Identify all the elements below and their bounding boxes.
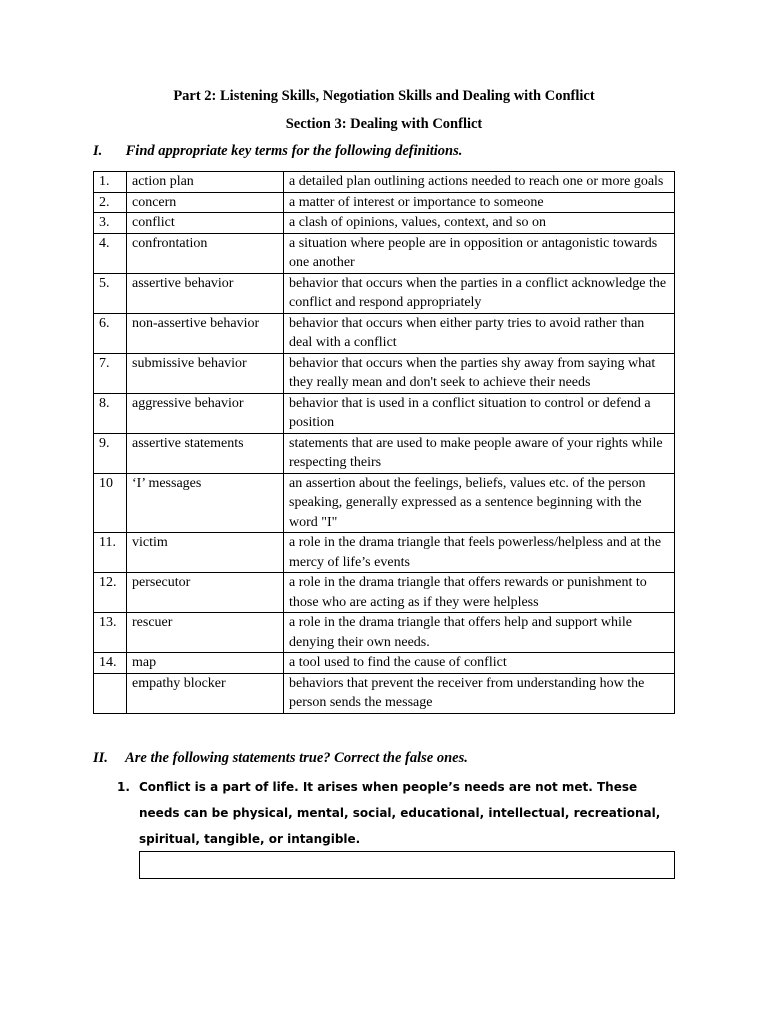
table-row <box>94 393 675 433</box>
table-row <box>94 573 675 613</box>
term-cell: submissive behavior <box>127 353 284 393</box>
definition-cell: a tool used to find the cause of conflict <box>284 653 675 674</box>
statements-list <box>117 774 677 852</box>
table-row <box>94 653 675 674</box>
term-cell: victim <box>127 533 284 573</box>
table-row <box>94 172 675 193</box>
table-row <box>94 613 675 653</box>
section-one-number: I. <box>93 143 103 159</box>
definition-cell: behaviors that prevent the receiver from understanding how the person sends the message <box>284 673 675 713</box>
section-title: Section 3: Dealing with Conflict <box>285 116 483 132</box>
definition-cell: a matter of interest or importance to someone <box>284 192 675 213</box>
term-number: 5. <box>94 273 127 313</box>
term-number: 1. <box>94 172 127 193</box>
definition-cell: a role in the drama triangle that offers rewards or punishment to those who are acting as if they were helpless <box>284 573 675 613</box>
term-number: 14. <box>94 653 127 674</box>
section-two-heading <box>93 750 468 767</box>
term-cell: confrontation <box>127 233 284 273</box>
definition-cell: a detailed plan outlining actions needed to reach one or more goals <box>284 172 675 193</box>
section-two-number: II. <box>93 750 108 766</box>
term-cell: aggressive behavior <box>127 393 284 433</box>
term-number: 2. <box>94 192 127 213</box>
term-cell: non-assertive behavior <box>127 313 284 353</box>
table-row <box>94 192 675 213</box>
statement-number: 1. <box>117 780 130 794</box>
statement-item <box>117 774 677 852</box>
table-row <box>94 673 675 713</box>
definition-cell: a situation where people are in opposition or antagonistic towards one another <box>284 233 675 273</box>
term-number: 8. <box>94 393 127 433</box>
section-one-instruction: Find appropriate key terms for the following definitions. <box>125 143 463 159</box>
definition-cell: behavior that occurs when the parties in a conflict acknowledge the conflict and respond appropriately <box>284 273 675 313</box>
term-cell: rescuer <box>127 613 284 653</box>
answer-box[interactable] <box>139 851 675 879</box>
definition-cell: an assertion about the feelings, beliefs, values etc. of the person speaking, generally expressed as a sentence beginning with the word "I" <box>284 473 675 533</box>
term-number: 11. <box>94 533 127 573</box>
definition-cell: a clash of opinions, values, context, and so on <box>284 213 675 234</box>
term-number: 13. <box>94 613 127 653</box>
term-number: 9. <box>94 433 127 473</box>
table-row <box>94 213 675 234</box>
definition-cell: behavior that is used in a conflict situation to control or defend a position <box>284 393 675 433</box>
term-cell: conflict <box>127 213 284 234</box>
definition-cell: behavior that occurs when either party tries to avoid rather than deal with a conflict <box>284 313 675 353</box>
section-one-heading <box>93 143 462 160</box>
definition-cell: a role in the drama triangle that feels powerless/helpless and at the mercy of life’s events <box>284 533 675 573</box>
section-two-instruction: Are the following statements true? Correct the false ones. <box>125 750 468 766</box>
table-row <box>94 533 675 573</box>
definition-cell: a role in the drama triangle that offers help and support while denying their own needs. <box>284 613 675 653</box>
table-row <box>94 313 675 353</box>
table-row <box>94 353 675 393</box>
term-number: 6. <box>94 313 127 353</box>
term-cell: action plan <box>127 172 284 193</box>
term-cell: assertive behavior <box>127 273 284 313</box>
term-cell: assertive statements <box>127 433 284 473</box>
table-row <box>94 233 675 273</box>
term-cell: map <box>127 653 284 674</box>
term-cell: persecutor <box>127 573 284 613</box>
term-cell: empathy blocker <box>127 673 284 713</box>
key-terms-table <box>93 171 675 714</box>
term-cell: ‘I’ messages <box>127 473 284 533</box>
table-row <box>94 433 675 473</box>
table-row <box>94 473 675 533</box>
term-number: 3. <box>94 213 127 234</box>
definition-cell: statements that are used to make people aware of your rights while respecting theirs <box>284 433 675 473</box>
term-number: 10 <box>94 473 127 533</box>
definition-cell: behavior that occurs when the parties shy away from saying what they really mean and don't seek to achieve their needs <box>284 353 675 393</box>
table-row <box>94 273 675 313</box>
term-number <box>94 673 127 713</box>
term-number: 7. <box>94 353 127 393</box>
term-number: 4. <box>94 233 127 273</box>
term-number: 12. <box>94 573 127 613</box>
part-title: Part 2: Listening Skills, Negotiation Skills and Dealing with Conflict <box>173 88 595 104</box>
term-cell: concern <box>127 192 284 213</box>
statement-text: Conflict is a part of life. It arises when people’s needs are not met. These needs can be physical, mental, social, educational, intellectual, recreational, spiritual, tangible, or intangible. <box>139 780 661 846</box>
